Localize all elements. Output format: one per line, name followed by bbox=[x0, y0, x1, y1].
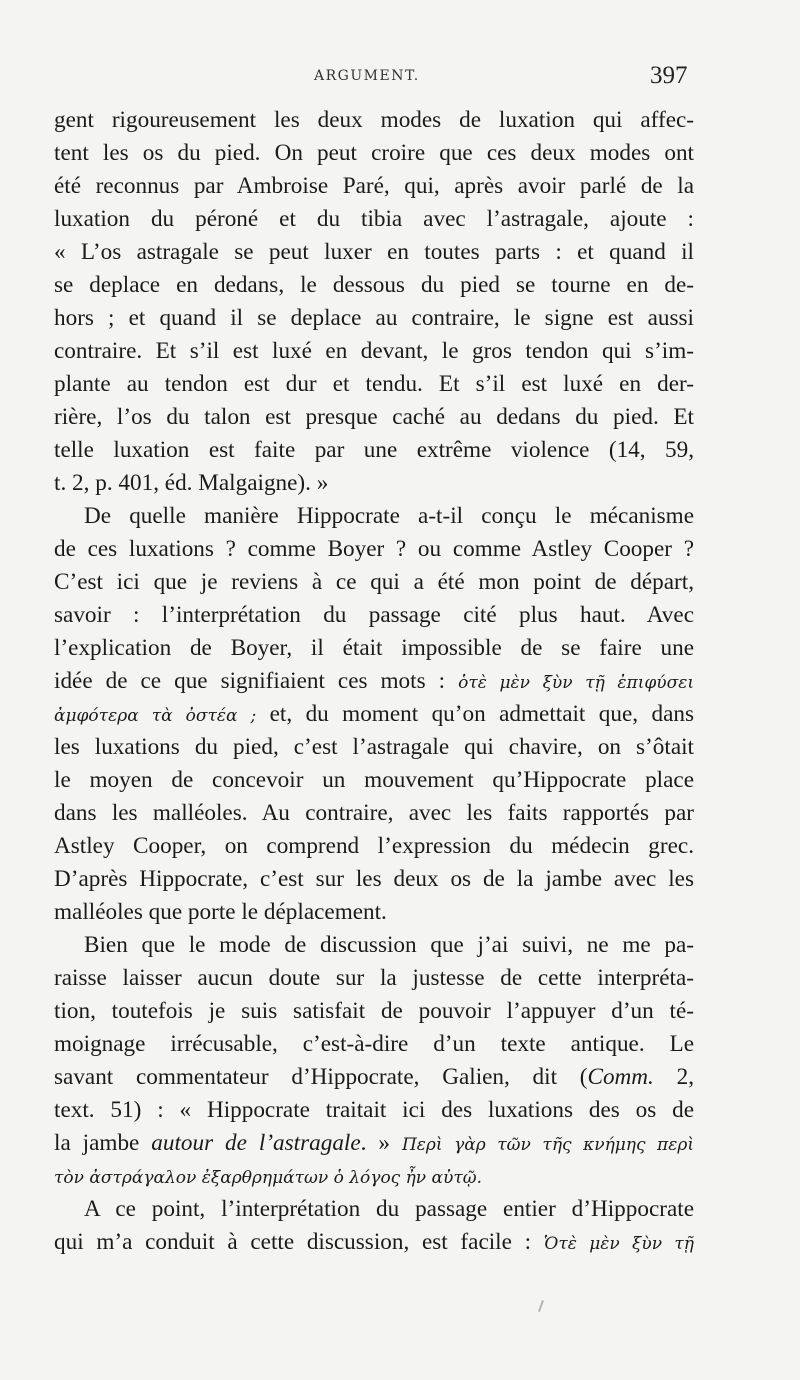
text-span: idée de ce que signifiaient ces mots : bbox=[54, 668, 446, 694]
text-line bbox=[54, 665, 694, 698]
text-line: C’est ici que je reviens à ce qui a été mon point de départ, bbox=[54, 569, 694, 595]
text-line: luxation du péroné et du tibia avec l’astragale, ajoute : bbox=[54, 206, 694, 232]
text-line: se deplace en dedans, le dessous du pied se tourne en de- bbox=[54, 272, 694, 298]
text-line: tent les os du pied. On peut croire que ces deux modes ont bbox=[54, 140, 694, 166]
running-header bbox=[0, 62, 800, 92]
text-line: contraire. Et s’il est luxé en devant, le gros tendon qui s’im- bbox=[54, 338, 694, 364]
text-line bbox=[54, 698, 694, 731]
text-line: moignage irrécusable, c’est-à-dire d’un texte antique. Le bbox=[54, 1031, 694, 1057]
text-line: savoir : l’interprétation du passage cité plus haut. Avec bbox=[54, 602, 694, 628]
text-line: De quelle manière Hippocrate a-t-il conçu le mécanisme bbox=[84, 503, 694, 529]
text-span: la jambe bbox=[54, 1130, 152, 1156]
greek-quote: ὁτὲ μὲν ξὺν τῇ ἐπιφύσει bbox=[458, 673, 694, 693]
text-line: rière, l’os du talon est presque caché au dedans du pied. Et bbox=[54, 404, 694, 430]
text-line: gent rigoureusement les deux modes de luxation qui affec- bbox=[54, 107, 694, 133]
ink-speck bbox=[538, 1300, 544, 1312]
greek-quote: Περὶ γὰρ τῶν τῆς κνήμης περὶ bbox=[401, 1135, 695, 1155]
text-line: tion, toutefois je suis satisfait de pouvoir l’appuyer d’un té- bbox=[54, 998, 694, 1024]
text-line: été reconnus par Ambroise Paré, qui, après avoir parlé de la bbox=[54, 173, 694, 199]
text-span: 2, bbox=[653, 1064, 694, 1090]
text-line bbox=[54, 1226, 694, 1259]
text-line: t. 2, p. 401, éd. Malgaigne). » bbox=[54, 470, 329, 496]
text-span: savant commentateur d’Hippocrate, Galien, dit ( bbox=[54, 1064, 588, 1090]
text-line: dans les malléoles. Au contraire, avec les faits rapportés par bbox=[54, 800, 694, 826]
text-line: de ces luxations ? comme Boyer ? ou comme Astley Cooper ? bbox=[54, 536, 694, 562]
text-span: et, du moment qu’on admettait que, dans bbox=[269, 701, 694, 727]
page-number: 397 bbox=[650, 62, 688, 89]
greek-quote: τὸν ἀστράγαλον ἐξαρθρημάτων ὁ λόγος ἦν αὐτῷ. bbox=[54, 1168, 483, 1188]
text-line bbox=[54, 1061, 694, 1094]
text-line: raisse laisser aucun doute sur la justesse de cette interpréta- bbox=[54, 965, 694, 991]
text-line: Astley Cooper, on comprend l’expression du médecin grec. bbox=[54, 833, 694, 859]
text-span: . » bbox=[360, 1130, 402, 1156]
italic-phrase: autour de l’astragale bbox=[151, 1130, 361, 1156]
italic-ref: Comm. bbox=[587, 1064, 654, 1090]
running-title: ARGUMENT. bbox=[314, 68, 420, 84]
body-text bbox=[54, 104, 694, 1259]
text-line bbox=[54, 1160, 694, 1193]
text-span: qui m’a conduit à cette discussion, est facile : bbox=[54, 1229, 544, 1255]
text-line: telle luxation est faite par une extrême violence (14, 59, bbox=[54, 437, 694, 463]
text-line: A ce point, l’interprétation du passage entier d’Hippocrate bbox=[84, 1196, 694, 1222]
greek-quote: Ὁτὲ μὲν ξὺν τῇ bbox=[543, 1234, 694, 1254]
text-line: malléoles que porte le déplacement. bbox=[54, 899, 387, 925]
text-line: plante au tendon est dur et tendu. Et s’il est luxé en der- bbox=[54, 371, 694, 397]
text-line: l’explication de Boyer, il était impossible de se faire une bbox=[54, 635, 694, 661]
text-line: « L’os astragale se peut luxer en toutes parts : et quand il bbox=[54, 239, 694, 265]
greek-quote: ἀμφότερα τὰ ὀστέα ; bbox=[54, 706, 257, 726]
text-line bbox=[54, 1127, 694, 1160]
text-line: les luxations du pied, c’est l’astragale qui chavire, on s’ôtait bbox=[54, 734, 694, 760]
text-line: text. 51) : « Hippocrate traitait ici des luxations des os de bbox=[54, 1097, 694, 1123]
text-line: Bien que le mode de discussion que j’ai suivi, ne me pa- bbox=[84, 932, 694, 958]
text-line: le moyen de concevoir un mouvement qu’Hippocrate place bbox=[54, 767, 694, 793]
text-line: hors ; et quand il se deplace au contraire, le signe est aussi bbox=[54, 305, 694, 331]
text-line: D’après Hippocrate, c’est sur les deux os de la jambe avec les bbox=[54, 866, 694, 892]
